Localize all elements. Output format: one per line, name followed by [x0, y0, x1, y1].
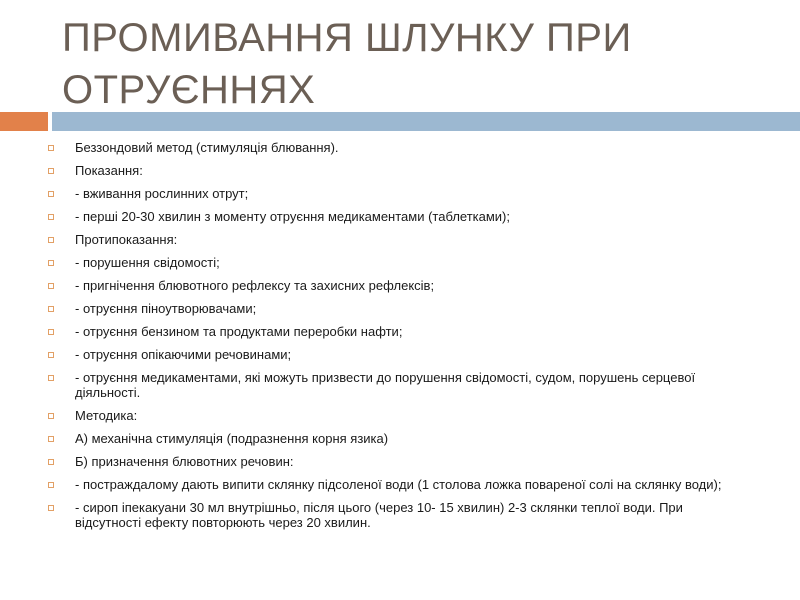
- square-bullet-icon: [48, 436, 54, 442]
- square-bullet-icon: [48, 283, 54, 289]
- list-item-text: - отруєння опікаючими речовинами;: [75, 347, 292, 362]
- list-item: [48, 255, 748, 270]
- bullet-list: [48, 140, 748, 538]
- title-divider-bar: [52, 112, 800, 131]
- list-item-text: - постраждалому дають випити склянку підсоленої води (1 столова ложка повареної солі на склянку води);: [75, 477, 722, 492]
- list-item: [48, 431, 748, 446]
- square-bullet-icon: [48, 352, 54, 358]
- square-bullet-icon: [48, 168, 54, 174]
- square-bullet-icon: [48, 413, 54, 419]
- square-bullet-icon: [48, 459, 54, 465]
- list-item-text: Показання:: [75, 163, 143, 178]
- slide-title: ПРОМИВАННЯ ШЛУНКУ ПРИ ОТРУЄННЯХ: [62, 16, 632, 112]
- list-item-text: - отруєння медикаментами, які можуть призвести до порушення свідомості, судом, порушень серцевої діяльності.: [75, 370, 696, 400]
- list-item-text: - вживання рослинних отрут;: [75, 186, 249, 201]
- square-bullet-icon: [48, 145, 54, 151]
- square-bullet-icon: [48, 214, 54, 220]
- list-item-text: А) механічна стимуляція (подразнення корня язика): [75, 431, 389, 446]
- list-item: [48, 209, 748, 224]
- list-item-text: Беззондовий метод (стимуляція блювання).: [75, 140, 339, 155]
- list-item: [48, 500, 748, 530]
- list-item-text: - порушення свідомості;: [75, 255, 220, 270]
- list-item-text: - перші 20-30 хвилин з моменту отруєння медикаментами (таблетками);: [75, 209, 510, 224]
- list-item: [48, 278, 748, 293]
- list-item: [48, 370, 748, 400]
- list-item-text: Протипоказання:: [75, 232, 178, 247]
- list-item: [48, 347, 748, 362]
- list-item-text: - сироп іпекакуани 30 мл внутрішньо, після цього (через 10- 15 хвилин) 2-3 склянки теплої води. При відсутності ефекту повторюють через 20 хвилин.: [75, 500, 683, 530]
- title-accent-bar: [0, 112, 48, 131]
- square-bullet-icon: [48, 260, 54, 266]
- list-item: [48, 324, 748, 339]
- list-item: [48, 408, 748, 423]
- list-item: [48, 186, 748, 201]
- list-item-text: - пригнічення блювотного рефлексу та захисних рефлексів;: [75, 278, 435, 293]
- list-item-text: Б) призначення блювотних речовин:: [75, 454, 294, 469]
- list-item: [48, 232, 748, 247]
- square-bullet-icon: [48, 329, 54, 335]
- list-item-text: Методика:: [75, 408, 138, 423]
- square-bullet-icon: [48, 191, 54, 197]
- list-item-text: - отруєння бензином та продуктами переробки нафти;: [75, 324, 403, 339]
- list-item-text: - отруєння піноутворювачами;: [75, 301, 257, 316]
- square-bullet-icon: [48, 505, 54, 511]
- list-item: [48, 301, 748, 316]
- list-item: [48, 454, 748, 469]
- square-bullet-icon: [48, 306, 54, 312]
- list-item: [48, 140, 748, 155]
- square-bullet-icon: [48, 237, 54, 243]
- square-bullet-icon: [48, 482, 54, 488]
- list-item: [48, 163, 748, 178]
- list-item: [48, 477, 748, 492]
- square-bullet-icon: [48, 375, 54, 381]
